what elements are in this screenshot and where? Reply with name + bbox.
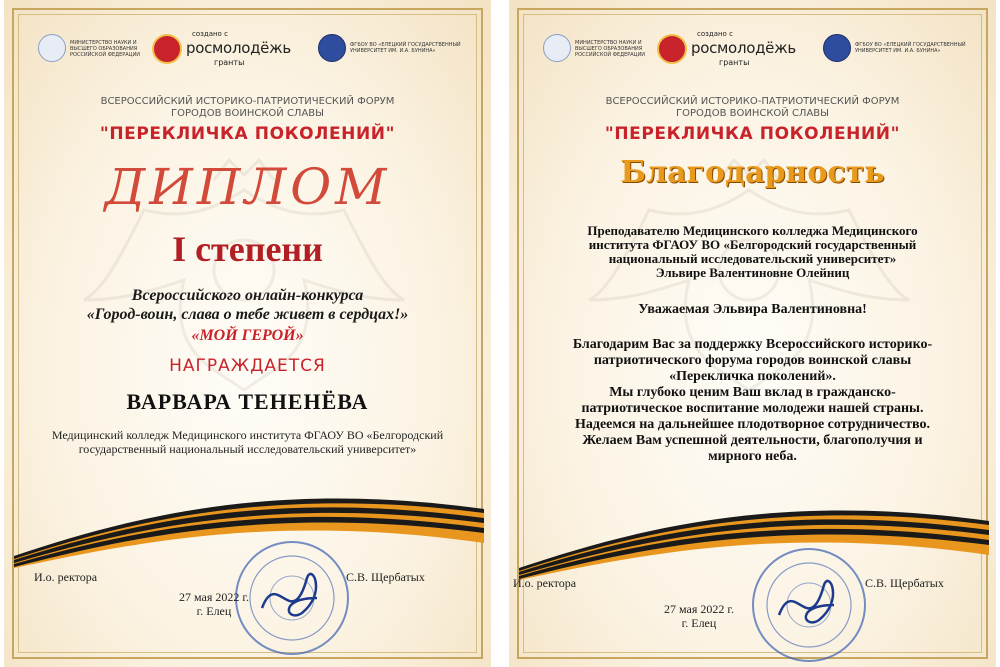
org-line2: государственный национальный исследовательский университет» [78,442,417,456]
gratitude-body [533,337,972,465]
recipient-organization [44,428,451,456]
addressee-line: института ФГАОУ ВО «Белгородский государственный [588,237,917,252]
logo-bar [537,28,968,72]
body-line: Благодарим Вас за поддержку Всероссийского историко- [572,337,933,352]
signer-name: С.В. Щербатых [346,570,425,584]
gratitude-sheet [509,0,996,667]
ministry-emblem-icon [543,34,571,62]
issue-date-block [154,590,274,618]
rosmolodezh-logo [657,28,797,72]
awarded-label: НАГРАЖДАЕТСЯ [169,356,326,376]
addressee-line: Эльвире Валентиновне Олейниц [655,265,850,280]
org-line1: Медицинский колледж Медицинского института ФГАОУ ВО «Белгородский [51,428,444,442]
body-line: Надеемся на дальнейшее плодотворное сотрудничество. [574,417,931,432]
nomination: «МОЙ ГЕРОЙ» [191,327,304,344]
created-with-text: создано с [697,30,733,38]
grants-text: гранты [719,58,750,67]
issue-date: 27 мая 2022 г. [179,590,249,604]
college-emblem-icon [152,34,182,64]
body-line: патриотическое воспитание молодежи нашей страны. [581,401,924,416]
ministry-text: МИНИСТЕРСТВО НАУКИ И ВЫСШЕГО ОБРАЗОВАНИЯ РОССИЙСКОЙ ФЕДЕРАЦИИ [70,40,141,58]
forum-line1: ВСЕРОССИЙСКИЙ ИСТОРИКО-ПАТРИОТИЧЕСКИЙ ФОРУМ [100,96,395,107]
rosmolodezh-text: росмолодёжь [186,39,291,57]
body-line: патриотического форума городов воинской славы [593,353,912,368]
university-emblem-icon [823,34,851,62]
issue-city: г. Елец [681,616,717,630]
signer-role: И.о. ректора [513,576,577,590]
body-line: Мы глубоко ценим Ваш вклад в гражданско- [609,385,896,400]
addressee-block [539,224,966,280]
gratitude-title: Благодарность [620,155,885,190]
rosmolodezh-logo [152,28,292,72]
forum-line1: ВСЕРОССИЙСКИЙ ИСТОРИКО-ПАТРИОТИЧЕСКИЙ ФОРУМ [605,96,900,107]
logo-bar [32,28,463,72]
college-emblem-icon [657,34,687,64]
ministry-logo [38,28,148,72]
forum-line2: ГОРОДОВ ВОИНСКОЙ СЛАВЫ [676,108,829,119]
university-logo [318,28,468,72]
body-line: «Перекличка поколений». [669,369,836,384]
university-logo [823,28,973,72]
ministry-text: МИНИСТЕРСТВО НАУКИ И ВЫСШЕГО ОБРАЗОВАНИЯ РОССИЙСКОЙ ФЕДЕРАЦИИ [575,40,646,58]
recipient-name: ВАРВАРА ТЕНЕНЁВА [126,389,369,414]
diploma-title: ДИПЛОМ [104,158,391,216]
diploma-degree: I степени [172,229,323,269]
body-line: Желаем Вам успешной деятельности, благополучия и [582,433,923,448]
issue-date-block [639,602,759,630]
forum-name: "ПЕРЕКЛИЧКА ПОКОЛЕНИЙ" [604,124,901,144]
signer-name: С.В. Щербатых [865,576,944,590]
diploma-sheet [4,0,491,667]
body-line: мирного неба. [708,449,797,464]
university-text: ФГБОУ ВО «ЕЛЕЦКИЙ ГОСУДАРСТВЕННЫЙ УНИВЕРСИТЕТ ИМ. И.А. БУНИНА» [350,42,461,54]
signer-role: И.о. ректора [34,570,98,584]
grants-text: гранты [214,58,245,67]
ministry-emblem-icon [38,34,66,62]
university-text: ФГБОУ ВО «ЕЛЕЦКИЙ ГОСУДАРСТВЕННЫЙ УНИВЕРСИТЕТ ИМ. И.А. БУНИНА» [855,42,966,54]
contest-line1: Всероссийского онлайн-конкурса [131,287,364,304]
rosmolodezh-text: росмолодёжь [691,39,796,57]
ministry-logo [543,28,653,72]
forum-line2: ГОРОДОВ ВОИНСКОЙ СЛАВЫ [171,108,324,119]
issue-date: 27 мая 2022 г. [664,602,734,616]
addressee-line: Преподавателю Медицинского колледжа Медицинского [587,223,918,238]
contest-line2: «Город-воин, слава о тебе живет в сердцах!» [86,306,409,323]
issue-city: г. Елец [196,604,232,618]
forum-name: "ПЕРЕКЛИЧКА ПОКОЛЕНИЙ" [99,124,396,144]
greeting: Уважаемая Эльвира Валентиновна! [638,302,867,317]
university-emblem-icon [318,34,346,62]
seal-stamp-icon [749,545,869,665]
addressee-line: национальный исследовательский университет» [608,251,897,266]
created-with-text: создано с [192,30,228,38]
